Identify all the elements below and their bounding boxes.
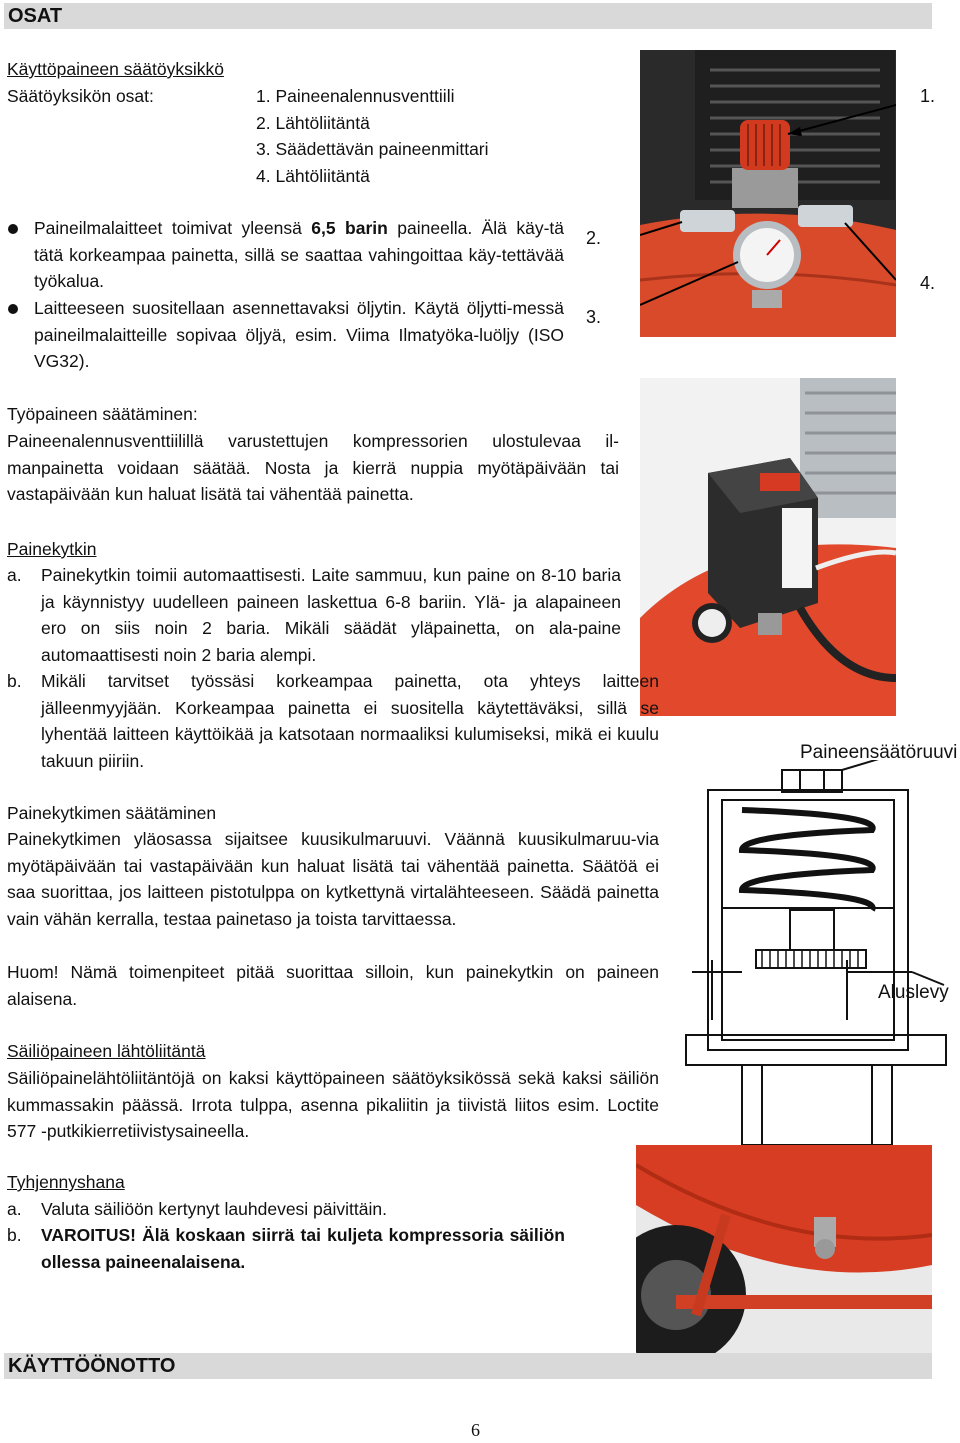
bullet-dot bbox=[8, 224, 18, 234]
bullet-text: Paineilmalaitteet toimivat yleensä bbox=[34, 218, 312, 238]
pressure-switch-item-b: Mikäli tarvitset työssäsi korkeampaa painetta, ota yhteys laitteen jälleenmyyjään. Korkeampaa painetta ei suositella käytettäväksi, sillä se lyhentää laitteen käyttöikää ja katsotaan normaaliksi kulumiseksi, mikä ei kuulu takuun piiriin. bbox=[41, 671, 659, 771]
drain-warning: VAROITUS! Älä koskaan siirrä tai kuljeta kompressoria säiliön ollessa paineenalaisena. bbox=[41, 1225, 565, 1272]
drain-title: Tyhjennyshana bbox=[7, 1172, 125, 1192]
list-marker-b: b. bbox=[7, 671, 22, 691]
tank-outlet-title: Säiliöpaineen lähtöliitäntä bbox=[7, 1041, 206, 1061]
drain-valve-photo bbox=[636, 1145, 932, 1355]
photo-label-2: 2. bbox=[586, 228, 602, 248]
pressure-switch-photo bbox=[640, 378, 896, 716]
diagram-label-plate: Aluslevy bbox=[878, 982, 949, 1003]
pressure-switch-diagram bbox=[682, 760, 960, 1152]
tank-outlet-body: Säiliöpainelähtöliitäntöjä on kaksi käyttöpaineen säätöyksikössä sekä kaksi säiliön kummassakin päässä. Irrota tulppa, asenna pikaliitin ja tiivistä liitos esim. Loctite 577 -putkikierretiivistysaineella. bbox=[7, 1068, 659, 1141]
part-item: 3. Säädettävän paineenmittari bbox=[256, 139, 489, 159]
part-item: 2. Lähtöliitäntä bbox=[256, 112, 370, 133]
pressure-switch-title: Painekytkin bbox=[7, 539, 97, 559]
diagram-label-screw: Paineensäätöruuvi bbox=[800, 742, 958, 763]
photo-label-4: 4. bbox=[920, 273, 936, 293]
page-number: 6 bbox=[471, 1420, 480, 1440]
bullet-dot bbox=[8, 304, 18, 314]
regulator-parts-list bbox=[256, 83, 489, 189]
bullet-text: paineella. Älä käy-tä tätä korkeampaa painetta, sillä se saattaa vahingoittaa käy-tettävää työkalua. bbox=[34, 218, 564, 291]
bullet-pressure-info bbox=[34, 215, 564, 295]
section-heading-kayttoonotto: KÄYTTÖÖNOTTO bbox=[4, 1353, 932, 1379]
work-pressure-body: Paineenalennusventtiilillä varustettujen kompressorien ulostulevaa il-manpainetta voidaan säätää. Nosta ja kierrä nuppia myötäpäivään tai vastapäivään kun haluat lisätä tai vähentää painetta. bbox=[7, 431, 619, 504]
regulator-title: Käyttöpaineen säätöyksikkö bbox=[7, 59, 224, 79]
pressure-switch-item-a: Painekytkin toimii automaattisesti. Laite sammuu, kun paine on 8-10 baria ja käynnistyy uudelleen paineen laskettua 6-8 bariin. Ylä- ja alapaineen ero on siis noin 2 baria. Mikäli säädät yläpainetta, on ala-paine automaattisesti noin 2 baria alempi. bbox=[41, 565, 621, 665]
part-item: 4. Lähtöliitäntä bbox=[256, 165, 370, 186]
section-heading-osat: OSAT bbox=[4, 3, 932, 29]
list-marker-a: a. bbox=[7, 1199, 22, 1219]
photo-label-3: 3. bbox=[586, 307, 602, 327]
bullet-bold-text: 6,5 barin bbox=[311, 218, 388, 238]
photo-label-1: 1. bbox=[920, 86, 936, 106]
drain-item-a: Valuta säiliöön kertynyt lauhdevesi päivittäin. bbox=[41, 1199, 387, 1219]
switch-adjust-body: Painekytkimen yläosassa sijaitsee kuusikulmaruuvi. Väännä kuusikulmaruu-via myötäpäivään tai vastapäivään kun haluat lisätä tai vähentää painetta. Säätöä ei saa suorittaa, jos laitteen pistotulppa on kytkettynä virtalähteeseen. Säädä painetta vain vähän kerralla, testaa painetaso ja toista tarvittaessa. bbox=[7, 829, 659, 929]
part-item: 1. Paineenalennusventtiili bbox=[256, 86, 455, 106]
switch-adjust-note: Huom! Nämä toimenpiteet pitää suorittaa silloin, kun painekytkin on paineen alaisena. bbox=[7, 962, 659, 1009]
bullet-oiler-info: Laitteeseen suositellaan asennettavaksi öljytin. Käytä öljytti-messä paineilmalaitteille sopivaa öljyä, esim. Viima Ilmatyöka-luöljy (ISO VG32). bbox=[34, 298, 564, 371]
switch-adjust-title: Painekytkimen säätäminen bbox=[7, 803, 217, 823]
regulator-parts-label: Säätöyksikön osat: bbox=[7, 86, 154, 106]
list-marker-b: b. bbox=[7, 1225, 22, 1245]
regulator-photo bbox=[640, 50, 896, 337]
work-pressure-title: Työpaineen säätäminen: bbox=[7, 404, 198, 424]
list-marker-a: a. bbox=[7, 565, 22, 585]
